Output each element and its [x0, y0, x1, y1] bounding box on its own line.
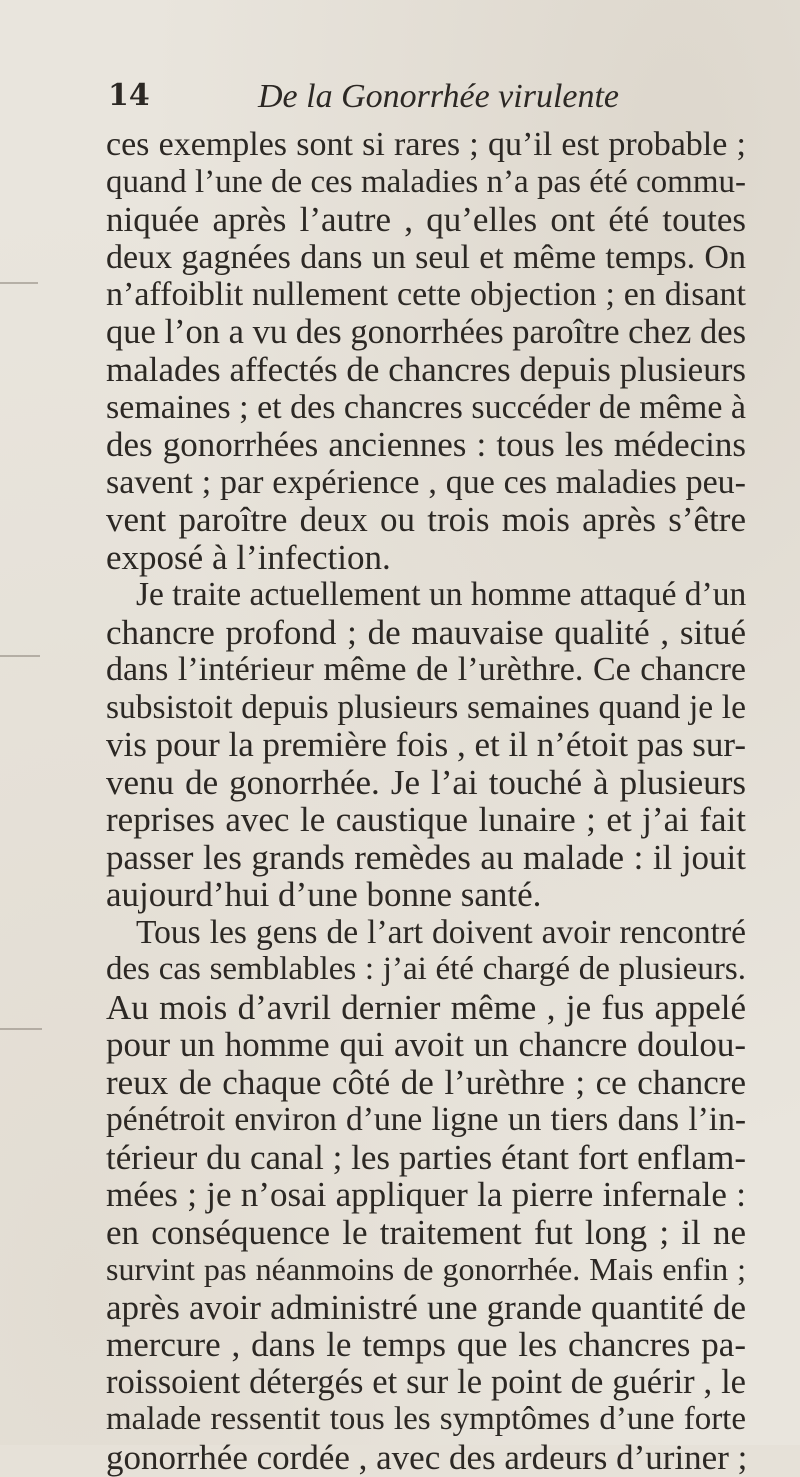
text-line: survint pas néanmoins de gonorrhée. Mais enfin ; — [106, 1251, 746, 1287]
text-line: pénétroit environ d’une ligne un tiers dans l’in- — [106, 1101, 746, 1138]
text-line: en conséquence le traitement fut long ; il ne — [106, 1212, 746, 1252]
text-line: Tous les gens de l’art doivent avoir rencontré — [136, 913, 746, 951]
text-line: subsistoit depuis plusieurs semaines quand je le — [106, 688, 746, 726]
text-line: exposé à l’infection. — [106, 537, 391, 577]
text-line: passer les grands remèdes au malade : il jouit — [106, 837, 746, 877]
text-line: vis pour la première fois , et il n’étoit pas sur- — [106, 725, 746, 764]
text-line: n’affoiblit nullement cette objection ; en disant — [106, 276, 746, 313]
text-line: chancre profond ; de mauvaise qualité , situé — [106, 612, 746, 652]
text-line: que l’on a vu des gonorrhées paroître chez des — [106, 312, 746, 351]
text-line: semaines ; et des chancres succéder de même à — [106, 388, 747, 426]
page-number: 14 — [108, 78, 150, 113]
margin-mark — [0, 282, 38, 284]
text-line: venu de gonorrhée. Je l’ai touché à plusieurs — [106, 762, 746, 802]
text-line: malades affectés de chancres depuis plusieurs — [106, 350, 746, 389]
text-line: pour un homme qui avoit un chancre doulou- — [106, 1025, 746, 1064]
text-line: reux de chaque côté de l’urèthre ; ce chancre — [106, 1062, 746, 1102]
text-line: reprises avec le caustique lunaire ; et j’ai fait — [106, 800, 746, 839]
text-line: des gonorrhées anciennes : tous les médecins — [106, 425, 746, 464]
text-line: dans l’intérieur même de l’urèthre. Ce chancre — [106, 651, 746, 688]
text-line: aujourd’hui d’une bonne santé. — [106, 875, 542, 914]
text-line: des cas semblables : j’ai été chargé de plusieurs. — [106, 951, 746, 987]
text-line: malade ressentit tous les symptômes d’une forte — [106, 1401, 746, 1437]
text-line: Au mois d’avril dernier même , je fus appelé — [106, 987, 746, 1027]
text-line: après avoir administré une grande quantité de — [106, 1287, 746, 1327]
text-line: gonorrhée cordée , avec des ardeurs d’uriner ; — [106, 1437, 748, 1477]
text-line: deux gagnées dans un seul et même temps. On — [106, 238, 746, 276]
text-line: quand l’une de ces maladies n’a pas été commu- — [106, 163, 746, 200]
text-line: Je traite actuellement un homme attaqué d’un — [136, 576, 747, 613]
text-line: niquée après l’autre , qu’elles ont été toutes — [106, 200, 746, 239]
running-head — [108, 78, 708, 122]
body-text — [106, 126, 746, 1476]
margin-mark — [0, 1028, 42, 1030]
text-line: térieur du canal ; les parties étant fort enflam- — [106, 1137, 746, 1177]
text-line: vent paroître deux ou trois mois après s’être — [106, 500, 746, 539]
text-line: ces exemples sont si rares ; qu’il est probable ; — [106, 126, 746, 163]
running-title: De la Gonorrhée virulente — [258, 78, 620, 115]
text-line: savent ; par expérience , que ces maladies peu- — [106, 463, 746, 501]
text-line: mées ; je n’osai appliquer la pierre infernale : — [106, 1175, 746, 1214]
text-line: roissoient détergés et sur le point de guérir , le — [106, 1362, 746, 1401]
text-line: mercure , dans le temps que les chancres pa- — [106, 1325, 746, 1364]
margin-mark — [0, 655, 40, 657]
